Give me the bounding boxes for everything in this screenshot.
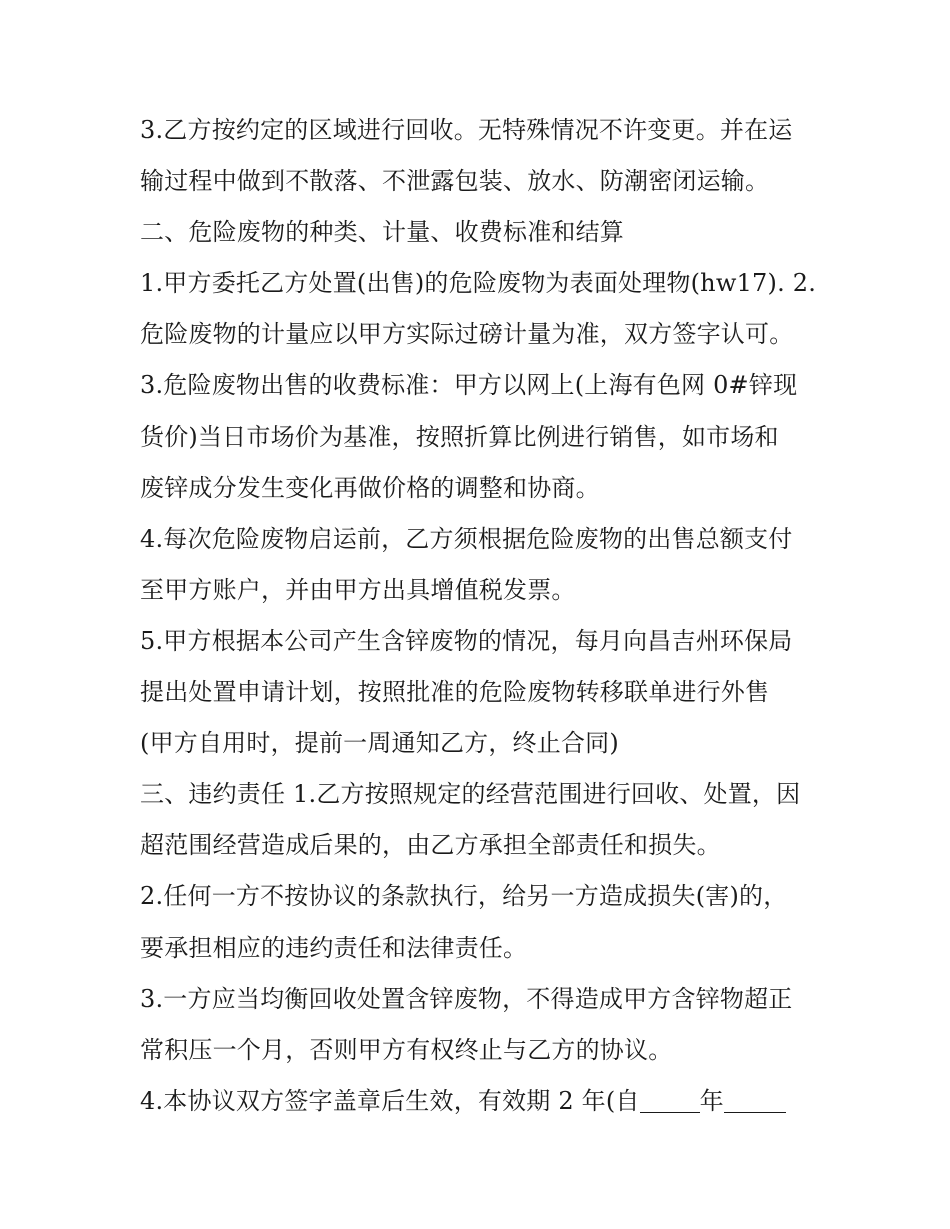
text-line: (甲方自用时，提前一周通知乙方，终止合同) bbox=[140, 729, 619, 758]
start-month-blank bbox=[724, 1090, 786, 1113]
text-line: 废锌成分发生变化再做价格的调整和协商。 bbox=[140, 473, 600, 502]
text-line: 要承担相应的违约责任和法律责任。 bbox=[140, 933, 528, 962]
text-line: 1.甲方委托乙方处置(出售)的危险废物为表面处理物(hw17). 2. bbox=[140, 269, 817, 298]
start-year-blank bbox=[640, 1090, 700, 1113]
validity-text: 4.本协议双方签字盖章后生效，有效期 2 年(自 bbox=[140, 1086, 640, 1115]
text-line-with-blanks bbox=[140, 1076, 830, 1127]
text-line: 5.甲方根据本公司产生含锌废物的情况，每月向昌吉州环保局 bbox=[140, 626, 793, 655]
text-line: 超范围经营造成后果的，由乙方承担全部责任和损失。 bbox=[140, 831, 721, 860]
text-line: 3.危险废物出售的收费标准：甲方以网上(上海有色网 0#锌现 bbox=[140, 371, 798, 400]
text-line: 危险废物的计量应以甲方实际过磅计量为准，双方签字认可。 bbox=[140, 320, 794, 349]
text-line: 货价)当日市场价为基准，按照折算比例进行销售，如市场和 bbox=[140, 422, 779, 451]
text-line: 3.乙方按约定的区域进行回收。无特殊情况不许变更。并在运 bbox=[140, 116, 793, 144]
year-label: 年 bbox=[699, 1086, 724, 1115]
text-line: 2.任何一方不按协议的条款执行，给另一方造成损失(害)的， bbox=[140, 882, 788, 911]
text-line: 提出处置申请计划，按照批准的危险废物转移联单进行外售 bbox=[140, 678, 770, 707]
section-heading: 三、违约责任 1.乙方按照规定的经营范围进行回收、处置，因 bbox=[140, 780, 801, 809]
text-line: 常积压一个月，否则甲方有权终止与乙方的协议。 bbox=[140, 1035, 673, 1064]
text-line: 至甲方账户，并由甲方出具增值税发票。 bbox=[140, 575, 576, 604]
section-heading: 二、危险废物的种类、计量、收费标准和结算 bbox=[140, 218, 624, 247]
text-line: 输过程中做到不散落、不泄露包装、放水、防潮密闭运输。 bbox=[140, 167, 770, 196]
text-line: 4.每次危险废物启运前，乙方须根据危险废物的出售总额支付 bbox=[140, 524, 793, 553]
document-body bbox=[140, 105, 830, 1127]
text-line: 3.一方应当均衡回收处置含锌废物，不得造成甲方含锌物超正 bbox=[140, 984, 793, 1013]
